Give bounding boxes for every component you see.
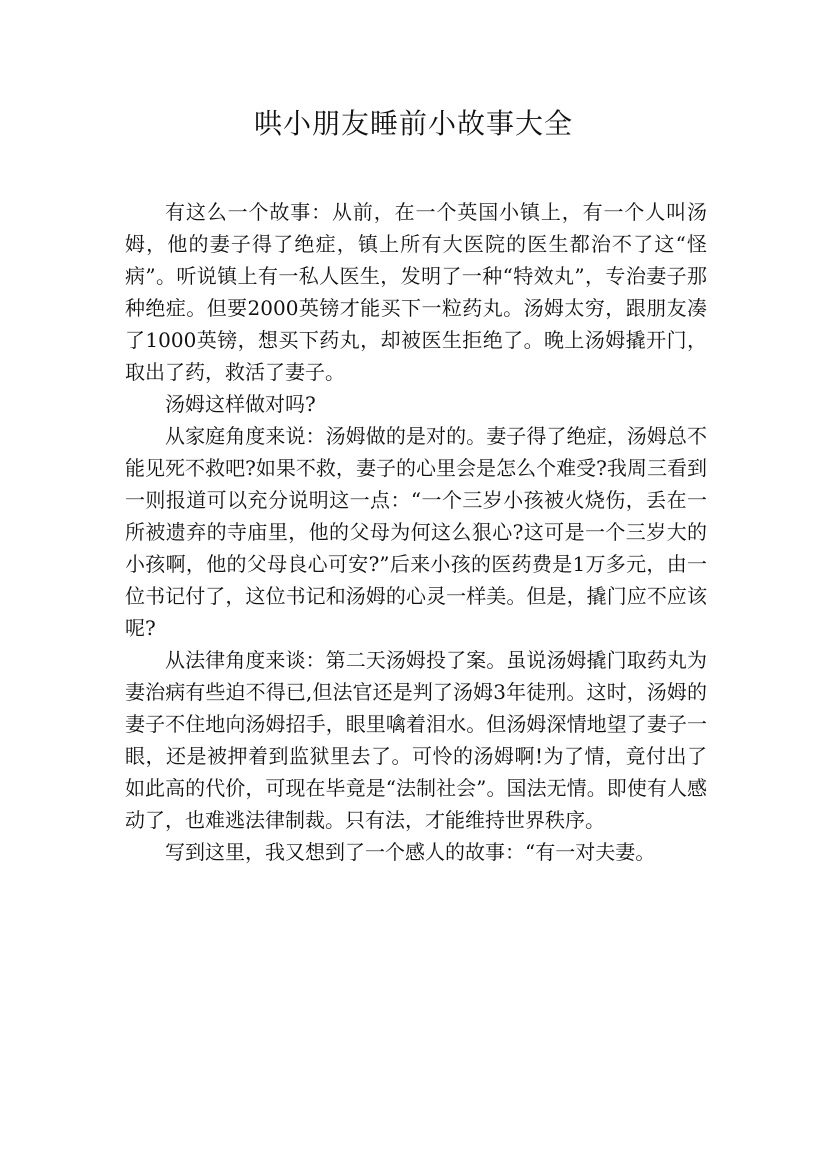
paragraph-3: 从家庭角度来说：汤姆做的是对的。妻子得了绝症，汤姆总不能见死不救吧?如果不救，妻子的心里会是怎么个难受?我周三看到一则报道可以充分说明这一点：“一个三岁小孩被火烧伤，丢在一所被遗弃的寺庙里，他的父母为何这么狠心?这可是一个三岁大的小孩啊，他的父母良心可安?”后来小孩的医药费是1万多元，由一位书记付了，这位书记和汤姆的心灵一样美。但是，撬门应不应该呢? [125,424,707,640]
paragraph-4: 从法律角度来谈：第二天汤姆投了案。虽说汤姆撬门取药丸为妻治病有些迫不得已,但法官还是判了汤姆3年徒刑。这时，汤姆的妻子不住地向汤姆招手，眼里噙着泪水。但汤姆深情地望了妻子一眼，还是被押着到监狱里去了。可怜的汤姆啊!为了情，竟付出了如此高的代价，可现在毕竟是“法制社会”。国法无情。即使有人感动了，也难逃法律制裁。只有法，才能维持世界秩序。 [125,648,707,832]
paragraph-1: 有这么一个故事：从前，在一个英国小镇上，有一个人叫汤姆，他的妻子得了绝症，镇上所有大医院的医生都治不了这“怪病”。听说镇上有一私人医生，发明了一种“特效丸”，专治妻子那种绝症。但要2000英镑才能买下一粒药丸。汤姆太穷，跟朋友凑了1000英镑，想买下药丸，却被医生拒绝了。晚上汤姆撬开门，取出了药，救活了妻子。 [125,200,707,384]
paragraph-5: 写到这里，我又想到了一个感人的故事：“有一对夫妻。 [165,840,656,864]
document-body [125,196,707,868]
paragraph-2: 汤姆这样做对吗? [165,392,316,416]
document-title: 哄小朋友睡前小故事大全 [253,107,573,140]
